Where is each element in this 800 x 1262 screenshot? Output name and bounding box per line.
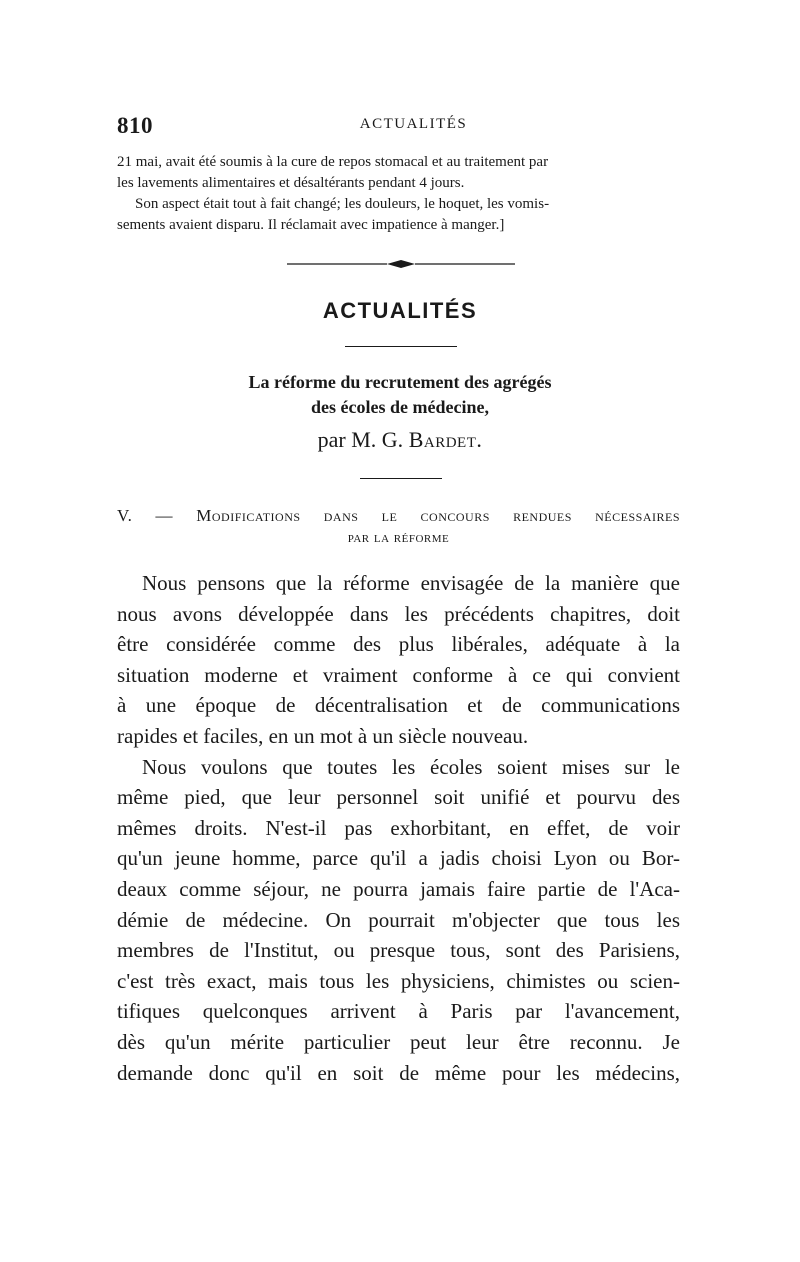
body-paragraph-1	[117, 568, 680, 752]
text-line: c'est très exact, mais tous les physiciens, chimistes ou scien-	[117, 968, 680, 993]
continuation-text	[117, 152, 680, 236]
title-rule	[345, 346, 457, 347]
body-text	[117, 568, 680, 1088]
text-line: demande donc qu'il en soit de même pour les médecins,	[117, 1060, 680, 1085]
running-header	[117, 113, 680, 141]
text-line: Son aspect était tout à fait changé; les douleurs, le hoquet, les vomis-	[135, 196, 550, 212]
running-title: ACTUALITÉS	[359, 116, 468, 132]
byline-prefix: par M. G.	[317, 427, 404, 452]
page-number: 810	[117, 113, 153, 138]
article-title-line-2: des écoles de médecine,	[311, 397, 489, 417]
text-line: 21 mai, avait été soumis à la cure de repos stomacal et au traitement par	[117, 154, 549, 170]
text-line: rapides et faciles, en un mot à un siècle nouveau.	[117, 723, 529, 748]
continuation-paragraph-2	[117, 194, 680, 236]
chapter-heading-line-2: par la réforme	[347, 530, 450, 546]
text-line: qu'un jeune homme, parce qu'il a jadis choisi Lyon ou Bor-	[117, 846, 680, 871]
text-line: à une époque de décentralisation et de communications	[117, 693, 680, 718]
text-line: Nous voulons que toutes les écoles soient mises sur le	[142, 754, 680, 779]
text-line: nous avons développée dans les précédents chapitres, doit	[117, 601, 680, 626]
text-line: membres de l'Institut, ou presque tous, sont des Parisiens,	[117, 938, 680, 963]
ornament-divider	[287, 259, 515, 269]
author-name: Bardet.	[408, 427, 483, 452]
text-line: tifiques quelconques arrivent à Paris par l'avancement,	[117, 999, 680, 1024]
text-line: sements avaient disparu. Il réclamait avec impatience à manger.]	[117, 217, 505, 233]
article-title-line-1: La réforme du recrutement des agrégés	[248, 372, 552, 392]
text-line: deaux comme séjour, ne pourra jamais faire partie de l'Aca-	[117, 876, 680, 901]
byline-rule	[360, 478, 442, 479]
article-title	[0, 370, 800, 420]
continuation-paragraph-1	[117, 152, 680, 194]
byline	[0, 427, 800, 453]
text-line: démie de médecine. On pourrait m'objecter que tous les	[117, 907, 680, 932]
text-line: situation moderne et vraiment conforme à ce qui convient	[117, 662, 680, 687]
text-line: les lavements alimentaires et désaltérants pendant 4 jours.	[117, 175, 465, 191]
section-title: ACTUALITÉS	[322, 298, 478, 323]
text-line: dès qu'un mérite particulier peut leur être reconnu. Je	[117, 1029, 680, 1054]
chapter-heading-line-1: V. — Modifications dans le concours rendues nécessaires	[117, 506, 680, 525]
text-line: même pied, que leur personnel soit unifié et pourvu des	[117, 785, 680, 810]
body-paragraph-2	[117, 752, 680, 1089]
text-line: Nous pensons que la réforme envisagée de la manière que	[142, 571, 680, 595]
text-line: être considérée comme des plus libérales, adéquate à la	[117, 632, 680, 657]
text-line: mêmes droits. N'est-il pas exhorbitant, en effet, de voir	[117, 815, 680, 840]
chapter-heading	[117, 506, 680, 547]
